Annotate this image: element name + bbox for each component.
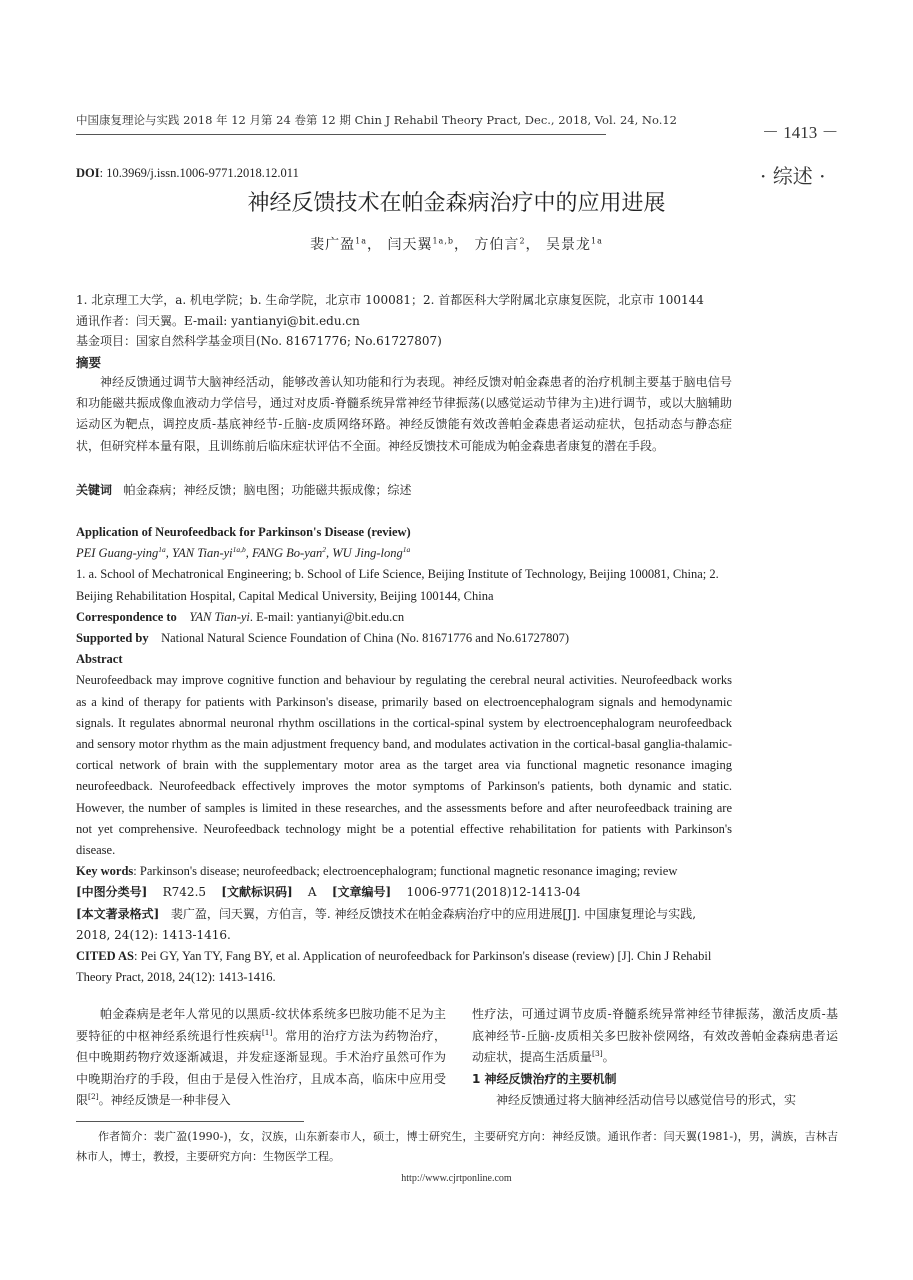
- author-en-sup: 1a: [402, 545, 411, 555]
- body-left-column: [76, 1004, 446, 1112]
- citation-cn-text: 裴广盈，闫天翼，方伯言，等. 神经反馈技术在帕金森病治疗中的应用进展[J]. 中国康复理论与实践, 2018, 24(12): 1413-1416.: [76, 906, 697, 942]
- affiliations-en: 1. a. School of Mechatronical Engineering; b. School of Life Science, Beijing Institute of Technology, Beijing 100081, China; 2. Beijing Rehabilitation Hospital, Capital Medical University, Beijing 100144, China: [76, 567, 719, 603]
- doi: [76, 166, 299, 181]
- citation-ref: [2]: [88, 1092, 99, 1101]
- journal-header: 中国康复理论与实践 2018 年 12 月第 24 卷第 12 期 Chin J Rehabil Theory Pract, Dec., 2018, Vol. 24, No.12: [76, 112, 606, 135]
- doc-value: A: [307, 885, 317, 900]
- correspondence-cn: 通讯作者：闫天翼。E-mail: yantianyi@bit.edu.cn: [76, 313, 360, 328]
- supported-label-en: Supported by: [76, 631, 149, 646]
- clc-label: [中图分类号]: [76, 885, 148, 900]
- author-en-sup: 1a,b: [232, 545, 246, 555]
- author-en: FANG Bo-yan: [252, 546, 323, 561]
- correspondence-label-en: Correspondence to: [76, 609, 177, 624]
- author-sup: 2: [519, 236, 526, 246]
- author-cn: 裴广盈: [310, 237, 356, 253]
- correspondence-en: [76, 607, 732, 628]
- author-sup: 1a: [355, 236, 367, 246]
- correspondence-name-en: YAN Tian-yi: [189, 609, 250, 624]
- title-cn: 神经反馈技术在帕金森病治疗中的应用进展: [247, 191, 666, 216]
- clc-value: R742.5: [162, 885, 207, 900]
- abstract-heading-cn: 摘要: [76, 355, 102, 370]
- body-paragraph: [472, 1004, 838, 1069]
- abstract-en: Neurofeedback may improve cognitive function and behaviour by regulating the cerebral neural activities. Neurofeedback works as a kind of therapy for patients with Parkinson's disease, primarily based on electroencephalogram signals and hemodynamic signals. It regulates abnormal neuronal rhythm oscillations in the cortical-spinal system by electroencephalogram neurofeedback and sensory motor rhythm as the main adjustment frequency band, and modulates activation in the cortical-basal ganglia-thalamic-cortical network of brain with the supplementary motor area as the target area via functional magnetic resonance imaging neurofeedback. Neurofeedback effectively improves the motor symptoms of Parkinson's patients, both dynamic and static. However, the number of samples is limited in these researches, and the assessments before and after neurofeedback training are not yet comprehensive. Neurofeedback technology might be a potential effective rehabilitation for patients with Parkinson's disease.: [76, 673, 732, 858]
- keywords-label-en: Key words: [76, 864, 134, 879]
- author-cn: 方伯言: [474, 237, 520, 253]
- author-sup: 1a,b: [432, 236, 454, 246]
- supported-en: [76, 628, 732, 649]
- citation-en-label: CITED AS: [76, 949, 135, 964]
- doi-value: : 10.3969/j.issn.1006-9771.2018.12.011: [99, 166, 299, 180]
- keywords-label-cn: 关键词: [76, 483, 113, 497]
- title-en: Application of Neurofeedback for Parkinson's Disease (review): [76, 525, 411, 539]
- doc-label: [文献标识码]: [221, 885, 293, 900]
- article-value: 1006-9771(2018)12-1413-04: [406, 885, 581, 900]
- author-cn: 吴景龙: [545, 237, 591, 253]
- author-en-sup: 2: [322, 545, 327, 555]
- citation-cn-label: [本文著录格式]: [76, 906, 160, 921]
- funding-cn: 基金项目：国家自然科学基金项目(No. 81671776; No.61727807): [76, 334, 442, 348]
- author-sep: ,: [326, 546, 333, 561]
- body-text: 帕金森病是老年人常见的以黑质-纹状体系统多巴胺功能不足为主要特征的中枢神经系统退行性疾病: [76, 1007, 446, 1043]
- author-en: YAN Tian-yi: [172, 546, 233, 561]
- body-text: 。常用的治疗方法为药物治疗，但中晚期药物疗效逐渐减退，并发症逐渐显现。手术治疗虽然可作为中晚期治疗的手段，但由于是侵入性治疗，且成本高，临床中应用受限: [76, 1028, 446, 1107]
- author-footnote: 作者简介：裴广盈(1990-)，女，汉族，山东新泰市人，硕士，博士研究生，主要研究方向：神经反馈。通讯作者：闫天翼(1981-)，男，满族，吉林吉林市人，博士，教授，主要研究方向：生物医学工程。: [76, 1130, 838, 1163]
- footer-url: http://www.cjrtponline.com: [401, 1173, 512, 1184]
- article-label: [文章编号]: [331, 885, 392, 900]
- column-label: · 综述 ·: [760, 164, 826, 188]
- citation-ref: [1]: [261, 1027, 273, 1037]
- affiliations-cn: [76, 290, 732, 352]
- correspondence-email-en: . E-mail: yantianyi@bit.edu.cn: [249, 609, 405, 624]
- footnote-divider: [76, 1121, 304, 1122]
- abstract-cn: 神经反馈通过调节大脑神经活动，能够改善认知功能和行为表现。神经反馈对帕金森患者的治疗机制主要基于脑电信号和功能磁共振成像血液动力学信号，通过对皮质-脊髓系统异常神经节律振荡(以感觉运动节律为主)进行调节，或以大脑辅助运动区为靶点，调控皮质-基底神经节-丘脑-皮质网络环路。神经反馈能有效改善帕金森患者运动症状，包括动态与静态症状，但研究样本量有限，且训练前后临床症状评估不全面。神经反馈技术可能成为帕金森患者康复的潜在手段。: [76, 375, 732, 453]
- authors-cn: 裴广盈$^{1a}$， 闫天翼$^{1a,b}$， 方伯言$^2$， 吴景龙$^{1a}$: [310, 236, 603, 253]
- affiliations-cn-text: 1. 北京理工大学，a. 机电学院；b. 生命学院，北京市 100081；2. 首都医科大学附属北京康复医院，北京市 100144: [76, 293, 704, 307]
- abstract-label-en: Abstract: [76, 652, 123, 667]
- keywords-text-en: : Parkinson's disease; neurofeedback; electroencephalogram; functional magnetic resonance imaging; review: [133, 864, 678, 879]
- section-title: 1 神经反馈治疗的主要机制: [472, 1071, 617, 1086]
- authors-en: [76, 543, 732, 564]
- citation-en-text: : Pei GY, Yan TY, Fang BY, et al. Application of neurofeedback for Parkinson's disease (review) [J]. Chin J Rehabil Theory Pract, 2018, 24(12): 1413-1416.: [76, 949, 712, 985]
- keywords-en: [76, 861, 732, 882]
- author-cn: 闫天翼: [387, 237, 433, 253]
- body-text: 。: [602, 1050, 615, 1064]
- keywords-cn: [76, 480, 732, 501]
- body-text: 。神经反馈是一种非侵入: [98, 1093, 231, 1107]
- author-en-sup: 1a: [158, 545, 166, 555]
- section-text: 神经反馈通过将大脑神经活动信号以感觉信号的形式，实: [496, 1093, 797, 1107]
- keywords-text-cn: 帕金森病；神经反馈；脑电图；功能磁共振成像；综述: [123, 483, 412, 497]
- supported-text-en: National Natural Science Foundation of China (No. 81671776 and No.61727807): [161, 631, 570, 646]
- body-right-column: [472, 1004, 838, 1112]
- english-section: [76, 522, 732, 988]
- classification: [76, 882, 732, 903]
- citation-en: [76, 946, 732, 988]
- author-en: WU Jing-long: [332, 546, 403, 561]
- author-sep: ,: [165, 546, 173, 561]
- author-sep: ,: [245, 546, 253, 561]
- citation-ref: [3]: [592, 1049, 603, 1058]
- citation-cn: [76, 904, 732, 946]
- page-number: － 1413 －: [762, 123, 839, 142]
- author-en: PEI Guang-ying: [76, 546, 159, 561]
- author-sup: 1a: [590, 236, 603, 246]
- body-text: 性疗法，可通过调节皮质-脊髓系统异常神经节律振荡，激活皮质-基底神经节-丘脑-皮质相关多巴胺补偿网络，有效改善帕金森病患者运动症状，提高生活质量: [472, 1007, 838, 1064]
- doi-label: DOI: [76, 166, 100, 180]
